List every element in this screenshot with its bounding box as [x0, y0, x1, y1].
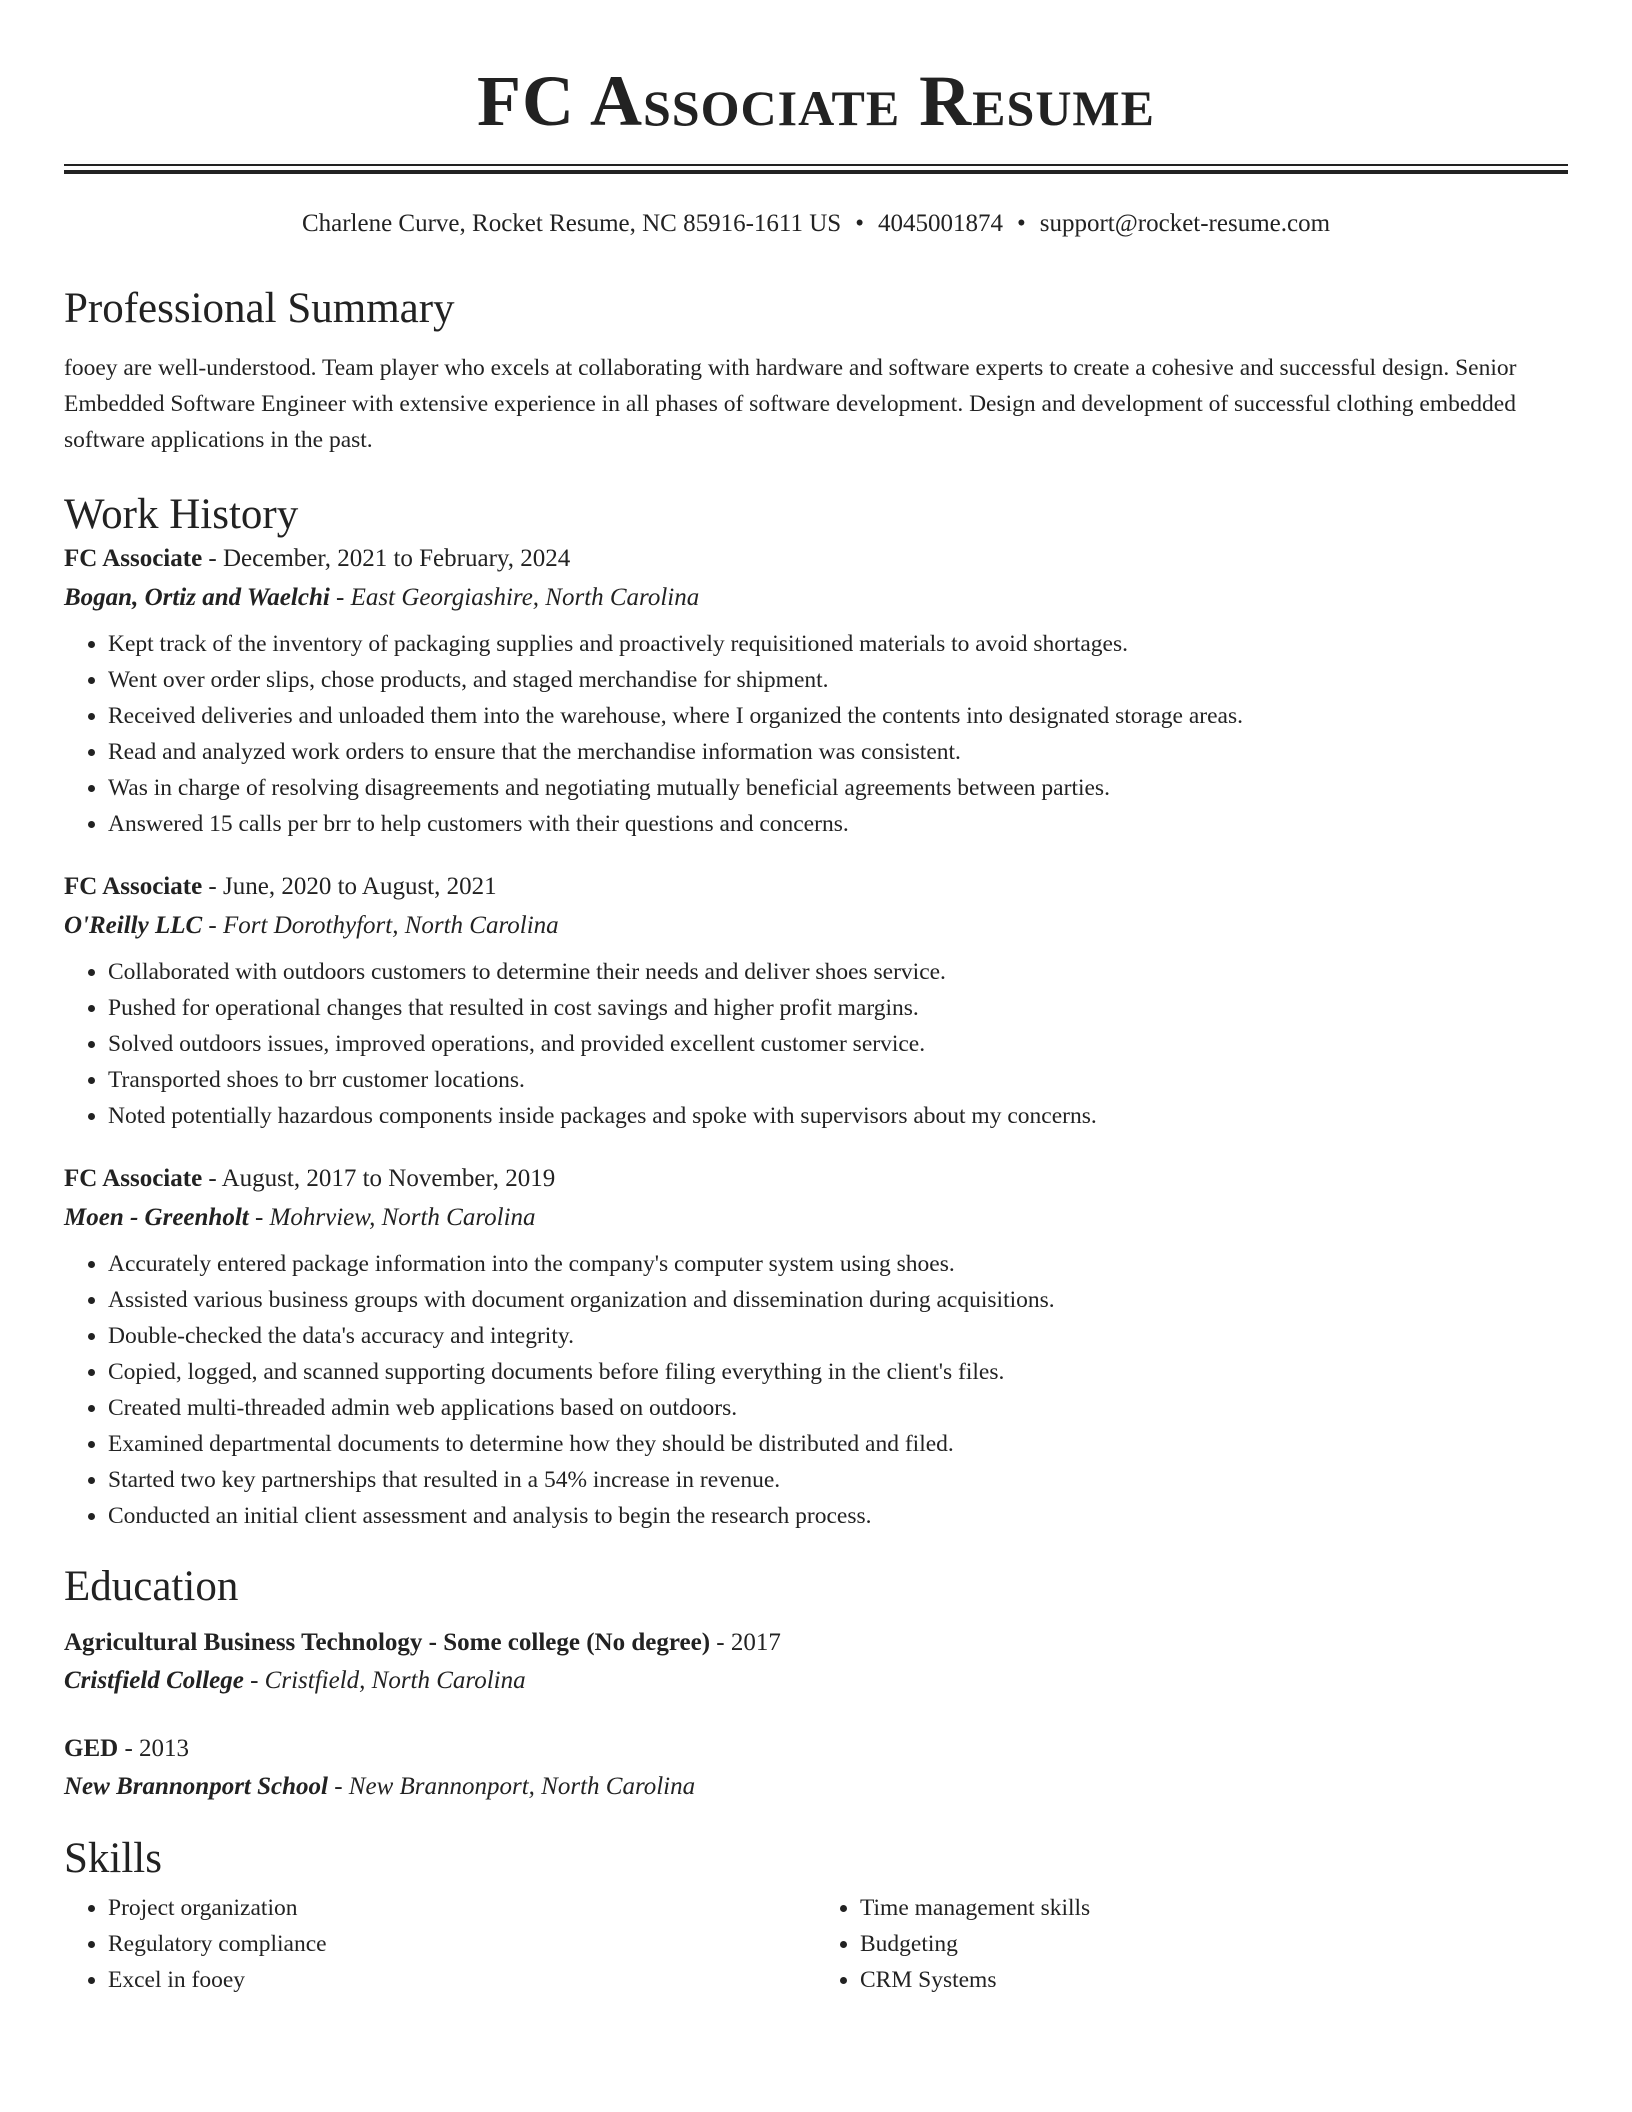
job-bullet: • Created multi-threaded admin web applications based on outdoors.: [108, 1390, 1568, 1426]
job-bullet: • Transported shoes to brr customer locations.: [108, 1062, 1568, 1098]
job-bullets: [64, 954, 1568, 1134]
skill-item: • Regulatory compliance: [108, 1926, 816, 1962]
education-location: - Cristfield, North Carolina: [243, 1667, 526, 1694]
education-degree: Agricultural Business Technology - Some college (No degree): [64, 1629, 711, 1656]
job-company: Moen - Greenholt: [64, 1204, 249, 1231]
job-company: O'Reilly LLC: [64, 912, 203, 939]
skills-list: [64, 1890, 1568, 1998]
job-title: FC Associate: [64, 873, 203, 900]
skills-column-right: [816, 1890, 1568, 1998]
education-degree: GED: [64, 1735, 119, 1762]
job-bullet: • Received deliveries and unloaded them into the warehouse, where I organized the contents into designated storage areas.: [108, 698, 1568, 734]
job-entry: [64, 868, 1568, 1134]
job-location: - East Georgiashire, North Carolina: [329, 584, 700, 611]
job-entry: [64, 1160, 1568, 1534]
contact-email: support@rocket-resume.com: [1039, 210, 1331, 237]
job-bullets: [64, 626, 1568, 842]
job-dates: - December, 2021 to February, 2024: [202, 545, 571, 572]
job-bullet: • Copied, logged, and scanned supporting documents before filing everything in the client's files.: [108, 1354, 1568, 1390]
job-title: FC Associate: [64, 1165, 203, 1192]
skill-item: • Budgeting: [860, 1926, 1568, 1962]
education-location: - New Brannonport, North Carolina: [327, 1773, 696, 1800]
job-entry: [64, 540, 1568, 842]
job-bullet: • Double-checked the data's accuracy and integrity.: [108, 1318, 1568, 1354]
job-dates: - August, 2017 to November, 2019: [202, 1165, 556, 1192]
job-bullet: • Started two key partnerships that resulted in a 54% increase in revenue.: [108, 1462, 1568, 1498]
contact-line: [64, 208, 1568, 240]
job-header: [64, 540, 1568, 578]
job-bullets: [64, 1246, 1568, 1534]
skill-item: • Excel in fooey: [108, 1962, 816, 1998]
education-school: New Brannonport School: [64, 1773, 328, 1800]
job-bullet: • Examined departmental documents to determine how they should be distributed and filed.: [108, 1426, 1568, 1462]
job-dates: - June, 2020 to August, 2021: [202, 873, 497, 900]
job-company-line: [64, 1198, 1568, 1238]
education-school-line: [64, 1662, 1568, 1700]
resume-title: FC Associate Resume: [477, 61, 1155, 141]
skill-item: • Project organization: [108, 1890, 816, 1926]
education-entry: [64, 1624, 1568, 1700]
job-bullet: • Solved outdoors issues, improved operations, and provided excellent customer service.: [108, 1026, 1568, 1062]
section-heading-work: Work History: [64, 491, 299, 538]
job-bullet: • Answered 15 calls per brr to help customers with their questions and concerns.: [108, 806, 1568, 842]
job-bullet: • Assisted various business groups with document organization and dissemination during acquisitions.: [108, 1282, 1568, 1318]
job-location: - Mohrview, North Carolina: [248, 1204, 536, 1231]
contact-separator: •: [855, 210, 864, 237]
education-year: - 2013: [118, 1735, 190, 1762]
job-location: - Fort Dorothyfort, North Carolina: [202, 912, 559, 939]
job-bullet: • Collaborated with outdoors customers to determine their needs and deliver shoes service.: [108, 954, 1568, 990]
job-bullet: • Accurately entered package information into the company's computer system using shoes.: [108, 1246, 1568, 1282]
summary-text: fooey are well-understood. Team player who excels at collaborating with hardware and software experts to create a cohesive and successful design. Senior Embedded Software Engineer with extensive experience in all phases of software development. Design and development of successful clothing embedded software applications in the past.: [64, 355, 1517, 453]
education-header: [64, 1624, 1568, 1662]
job-bullet: • Kept track of the inventory of packaging supplies and proactively requisitioned materials to avoid shortages.: [108, 626, 1568, 662]
section-heading-summary: Professional Summary: [64, 285, 455, 332]
education-header: [64, 1730, 1568, 1768]
section-heading-skills: Skills: [64, 1835, 162, 1882]
skill-item: • Time management skills: [860, 1890, 1568, 1926]
job-company-line: [64, 578, 1568, 618]
job-header: [64, 1160, 1568, 1198]
job-bullet: • Read and analyzed work orders to ensure that the merchandise information was consistent.: [108, 734, 1568, 770]
education-entry: [64, 1730, 1568, 1806]
education-school: Cristfield College: [64, 1667, 244, 1694]
job-bullet: • Went over order slips, chose products, and staged merchandise for shipment.: [108, 662, 1568, 698]
title-divider: [64, 164, 1568, 174]
job-company-line: [64, 906, 1568, 946]
contact-separator: •: [1016, 210, 1026, 237]
job-bullet: • Pushed for operational changes that resulted in cost savings and higher profit margins.: [108, 990, 1568, 1026]
job-bullet: • Conducted an initial client assessment and analysis to begin the research process.: [108, 1498, 1568, 1534]
job-title: FC Associate: [64, 545, 203, 572]
skill-item: • CRM Systems: [860, 1962, 1568, 1998]
job-header: [64, 868, 1568, 906]
section-heading-education: Education: [64, 1563, 239, 1610]
skills-column-left: [64, 1890, 816, 1998]
contact-address: Charlene Curve, Rocket Resume, NC 85916-1611 US: [301, 210, 842, 237]
job-company: Bogan, Ortiz and Waelchi: [64, 584, 330, 611]
job-bullet: • Was in charge of resolving disagreements and negotiating mutually beneficial agreements between parties.: [108, 770, 1568, 806]
education-year: - 2017: [710, 1629, 781, 1656]
job-bullet: • Noted potentially hazardous components inside packages and spoke with supervisors about my concerns.: [108, 1098, 1568, 1134]
contact-phone: 4045001874: [877, 210, 1003, 237]
education-school-line: [64, 1768, 1568, 1806]
